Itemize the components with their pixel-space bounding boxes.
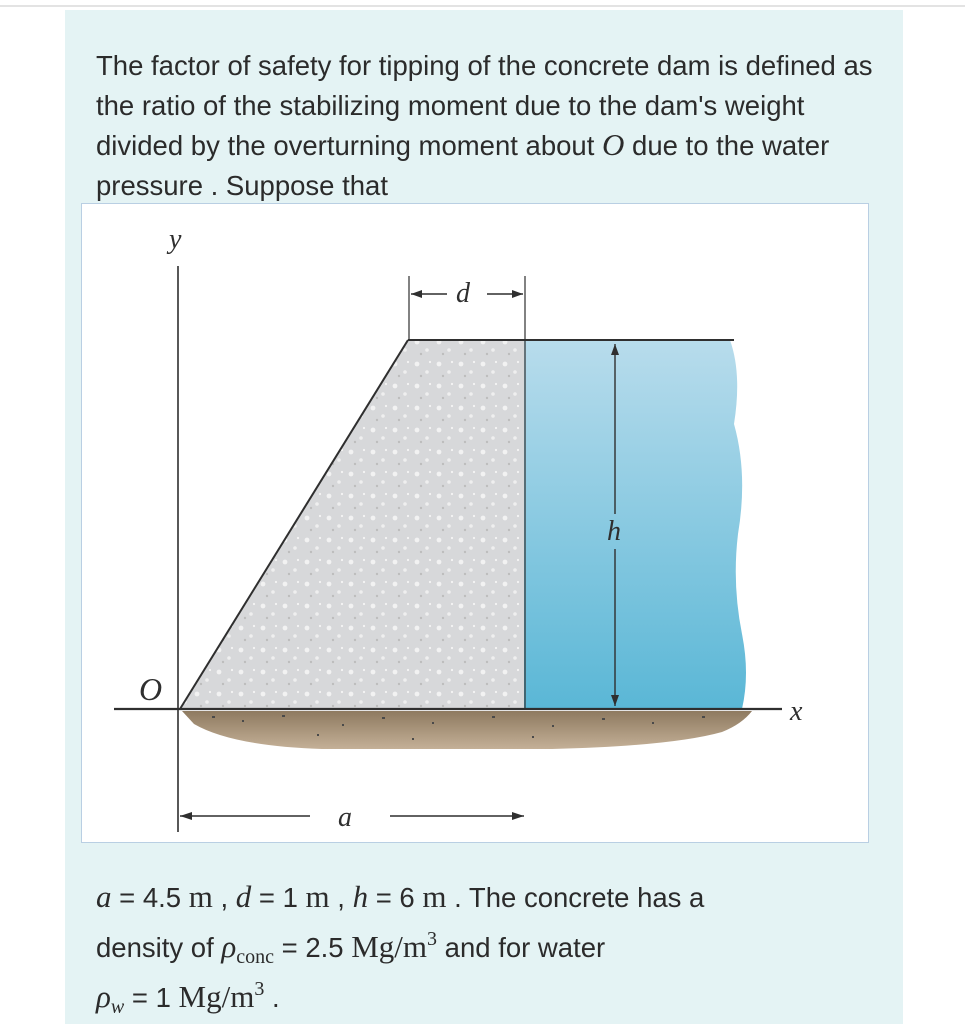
conc-value: = 2.5	[274, 932, 352, 963]
given-line-3	[96, 972, 886, 1022]
problem-intro	[96, 46, 876, 205]
origin-label: O	[139, 671, 163, 707]
h-label: h	[607, 516, 621, 547]
d-label: d	[456, 278, 470, 309]
h-symbol: h	[352, 879, 369, 914]
conc-unit: Mg/m	[351, 929, 428, 964]
a-symbol: a	[96, 879, 112, 914]
x-axis-label: x	[790, 696, 803, 727]
conc-unit-exponent: 3	[427, 928, 438, 950]
dam-diagram	[82, 204, 870, 844]
line-3-end: .	[264, 982, 280, 1013]
dam-figure	[81, 203, 869, 843]
top-divider	[0, 5, 965, 7]
water-value: = 1	[124, 982, 179, 1013]
density-text: density of	[96, 932, 222, 963]
a-label: a	[338, 802, 352, 833]
water-body	[524, 340, 746, 709]
given-line-1	[96, 872, 886, 922]
d-symbol: d	[235, 879, 252, 914]
y-axis-label: y	[169, 224, 182, 255]
intro-text-before: The factor of safety for tipping of the concrete dam is defined as the ratio of the stabilizing moment due to the dam's weight divided by the overturning moment about	[96, 50, 873, 161]
water-unit: Mg/m	[178, 979, 255, 1014]
h-unit: m	[422, 879, 447, 914]
separator-1: ,	[212, 882, 236, 913]
conc-subscript: conc	[236, 946, 275, 968]
water-text: and for water	[437, 932, 606, 963]
h-value: = 6	[368, 882, 423, 913]
d-unit: m	[305, 879, 330, 914]
rho-water-symbol: ρ	[96, 979, 111, 1014]
intro-text-after: due to the water pressure . Suppose that	[96, 130, 830, 201]
water-unit-exponent: 3	[254, 978, 265, 1000]
line-1-tail: . The concrete has a	[446, 882, 705, 913]
ground	[182, 711, 752, 749]
given-line-2	[96, 922, 886, 972]
dimension-a	[180, 812, 524, 820]
separator-2: ,	[329, 882, 353, 913]
water-subscript: w	[110, 996, 125, 1018]
a-unit: m	[188, 879, 213, 914]
d-value: = 1	[251, 882, 306, 913]
a-value: = 4.5	[111, 882, 189, 913]
given-values	[96, 872, 886, 1022]
rho-conc-symbol: ρ	[221, 929, 237, 964]
intro-symbol-o: O	[602, 127, 625, 162]
